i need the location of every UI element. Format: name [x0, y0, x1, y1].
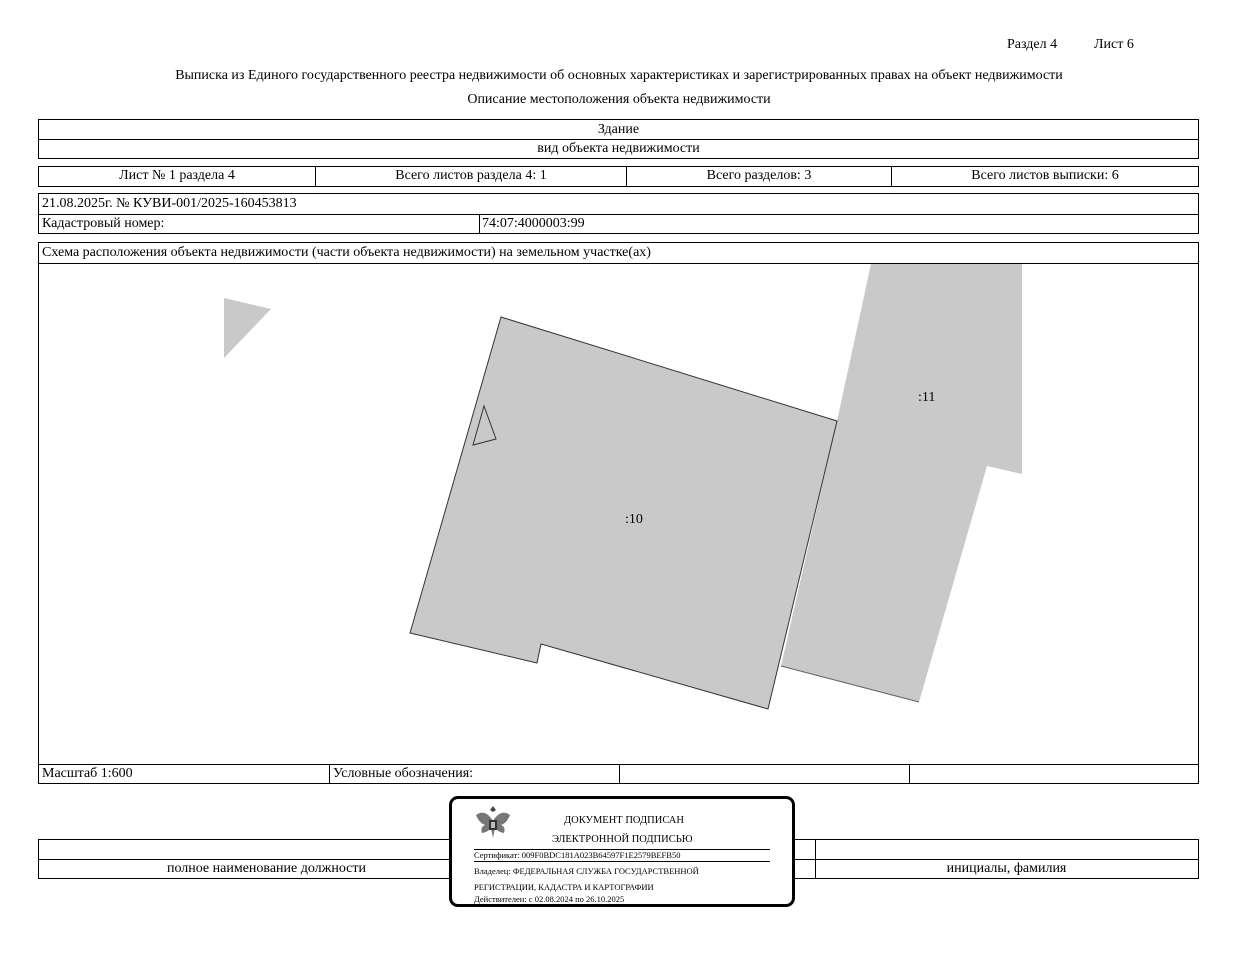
- parcel-10-label: :10: [625, 512, 643, 527]
- stamp-line-2: ЭЛЕКТРОННОЙ ПОДПИСЬЮ: [552, 834, 693, 845]
- divider: [39, 214, 1198, 215]
- cadastral-label: Кадастровый номер:: [42, 216, 165, 231]
- divider: [329, 764, 330, 783]
- sheet-label: Лист 6: [1094, 37, 1134, 52]
- position-caption: полное наименование должности: [166, 861, 367, 876]
- doc-info-block: [38, 193, 1199, 234]
- stamp-certificate: Сертификат: 009F0BDC181A023B64597F1E2579BEFB50: [474, 850, 681, 860]
- divider: [619, 764, 620, 783]
- site-plan-map: [39, 264, 1198, 765]
- sheet-info-row: [38, 166, 1199, 187]
- total-extract-sheets: Всего листов выписки: 6: [971, 168, 1119, 183]
- divider: [479, 214, 480, 233]
- stamp-line-1: ДОКУМЕНТ ПОДПИСАН: [564, 815, 684, 826]
- object-type-caption: вид объекта недвижимости: [537, 141, 700, 156]
- object-type: Здание: [597, 122, 640, 137]
- total-section-sheets: Всего листов раздела 4: 1: [316, 167, 627, 186]
- object-type-caption-row: [38, 139, 1199, 159]
- section-label: Раздел 4: [1007, 37, 1058, 52]
- coat-of-arms-icon: [472, 803, 514, 843]
- object-type-row: [38, 119, 1199, 140]
- total-sections: Всего разделов: 3: [627, 167, 892, 186]
- stamp-owner-1: Владелец: ФЕДЕРАЛЬНАЯ СЛУЖБА ГОСУДАРСТВЕННОЙ: [474, 866, 699, 876]
- scheme-title: Схема расположения объекта недвижимости (части объекта недвижимости) на земельном участке(ах): [42, 245, 651, 260]
- parcel-10: [410, 317, 837, 709]
- stamp-owner-2: РЕГИСТРАЦИИ, КАДАСТРА И КАРТОГРАФИИ: [474, 882, 654, 892]
- divider: [909, 764, 910, 783]
- parcel-11-label: :11: [918, 390, 936, 405]
- page-title: Выписка из Единого государственного реестра недвижимости об основных характеристиках и зарегистрированных правах на объект недвижимости: [175, 68, 1063, 83]
- electronic-signature-stamp: [449, 796, 795, 907]
- scheme-block: [38, 242, 1199, 784]
- cadastral-number: 74:07:4000003:99: [482, 216, 585, 231]
- page-subtitle: Описание местоположения объекта недвижимости: [467, 92, 771, 107]
- legend-label: Условные обозначения:: [333, 766, 474, 781]
- stamp-validity: Действителен: с 02.08.2024 по 26.10.2025: [474, 894, 625, 904]
- name-caption: инициалы, фамилия: [946, 861, 1067, 876]
- sheet-of-section: Лист № 1 раздела 4: [39, 167, 316, 186]
- date-number: 21.08.2025г. № КУВИ-001/2025-160453813: [42, 196, 297, 211]
- divider: [474, 861, 770, 862]
- partial-parcel-topleft: [224, 298, 271, 358]
- scale-label: Масштаб 1:600: [42, 766, 133, 781]
